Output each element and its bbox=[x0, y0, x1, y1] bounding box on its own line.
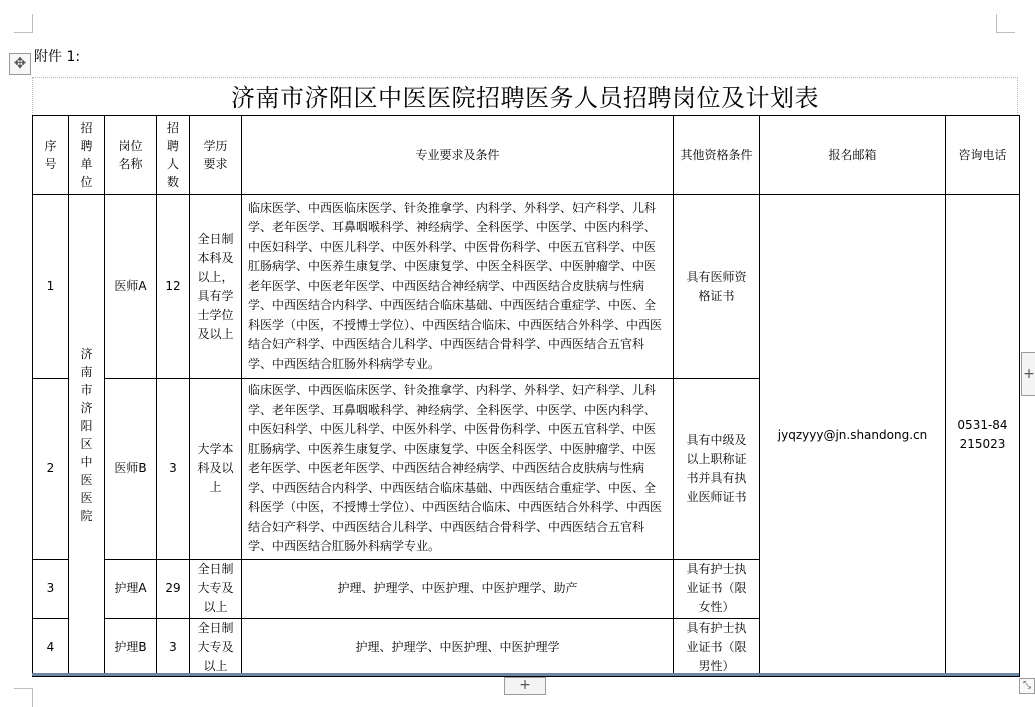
document-title: 济南市济阳区中医医院招聘医务人员招聘岗位及计划表 bbox=[231, 84, 819, 112]
header-phone: 咨询电话 bbox=[946, 116, 1020, 195]
header-education: 学历要求 bbox=[190, 116, 242, 195]
row-count: 3 bbox=[157, 379, 190, 560]
row-position: 医师B bbox=[105, 379, 157, 560]
row-education: 大学本科及以上 bbox=[190, 379, 242, 560]
table-bottom-border bbox=[32, 673, 1019, 676]
add-column-plus-icon[interactable]: + bbox=[1021, 352, 1035, 396]
header-position: 岗位名称 bbox=[105, 116, 157, 195]
attachment-label: 附件 1: bbox=[34, 49, 81, 65]
row-position: 医师A bbox=[105, 195, 157, 379]
phone-cell: 0531-84215023 bbox=[946, 195, 1020, 677]
header-row bbox=[33, 116, 1020, 195]
table-row bbox=[33, 195, 1020, 379]
row-seq: 3 bbox=[33, 559, 69, 618]
table-resize-icon[interactable]: ⤡ bbox=[1019, 678, 1035, 694]
row-major: 临床医学、中西医临床医学、针灸推拿学、内科学、外科学、妇产科学、儿科学、老年医学、耳鼻咽喉科学、神经病学、全科医学、中医学、中医内科学、中医妇科学、中医儿科学、中医外科学、中医骨伤科学、中医五官科学、中医肛肠病学、中医养生康复学、中医康复学、中医全科医学、中医肿瘤学、中医老年医学、中医老年医学、中西医结合神经病学、中西医结合皮肤病与性病学、中西医结合内科学、中西医结合临床基础、中西医结合重症学、中医、全科医学（中医，不授博士学位）、中西医结合临床、中西医结合外科学、中西医结合妇产科学、中西医结合儿科学、中西医结合骨科学、中西医结合五官科学、中西医结合肛肠外科病学专业。 bbox=[242, 379, 674, 560]
row-count: 29 bbox=[157, 559, 190, 618]
row-position: 护理A bbox=[105, 559, 157, 618]
row-major: 护理、护理学、中医护理、中医护理学、助产 bbox=[242, 559, 674, 618]
row-other: 具有护士执业证书（限男性） bbox=[674, 618, 760, 676]
header-other: 其他资格条件 bbox=[674, 116, 760, 195]
row-seq: 4 bbox=[33, 618, 69, 676]
row-other: 具有中级及以上职称证书并具有执业医师证书 bbox=[674, 379, 760, 560]
recruitment-table bbox=[32, 115, 1020, 677]
add-row-plus-icon[interactable]: + bbox=[504, 677, 546, 695]
row-count: 12 bbox=[157, 195, 190, 379]
email-cell: jyqzyyy@jn.shandong.cn bbox=[760, 195, 946, 677]
row-major: 临床医学、中西医临床医学、针灸推拿学、内科学、外科学、妇产科学、儿科学、老年医学、耳鼻咽喉科学、神经病学、全科医学、中医学、中医内科学、中医妇科学、中医儿科学、中医外科学、中医骨伤科学、中医五官科学、中医肛肠病学、中医养生康复学、中医康复学、中医全科医学、中医肿瘤学、中医老年医学、中医老年医学、中西医结合神经病学、中西医结合皮肤病与性病学、中西医结合内科学、中西医结合临床基础、中西医结合重症学、中医、全科医学（中医，不授博士学位）、中西医结合临床、中西医结合外科学、中西医结合妇产科学、中西医结合儿科学、中西医结合骨科学、中西医结合五官科学、中西医结合肛肠外科病学专业。 bbox=[242, 195, 674, 379]
header-unit: 招聘单位 bbox=[69, 116, 105, 195]
header-count: 招聘人数 bbox=[157, 116, 190, 195]
header-seq: 序号 bbox=[33, 116, 69, 195]
row-seq: 2 bbox=[33, 379, 69, 560]
crop-mark-top-left bbox=[14, 14, 33, 33]
row-education: 全日制本科及以上，具有学士学位及以上 bbox=[190, 195, 242, 379]
row-other: 具有护士执业证书（限女性） bbox=[674, 559, 760, 618]
row-position: 护理B bbox=[105, 618, 157, 676]
header-email: 报名邮箱 bbox=[760, 116, 946, 195]
row-seq: 1 bbox=[33, 195, 69, 379]
table-move-handle-icon[interactable]: ✥ bbox=[9, 53, 31, 75]
row-education: 全日制大专及以上 bbox=[190, 559, 242, 618]
header-major: 专业要求及条件 bbox=[242, 116, 674, 195]
row-education: 全日制大专及以上 bbox=[190, 618, 242, 676]
row-major: 护理、护理学、中医护理、中医护理学 bbox=[242, 618, 674, 676]
row-count: 3 bbox=[157, 618, 190, 676]
row-other: 具有医师资格证书 bbox=[674, 195, 760, 379]
crop-mark-top-right bbox=[996, 14, 1015, 33]
unit-cell: 济南市济阳区中医医院 bbox=[69, 195, 105, 677]
crop-mark-bottom-left bbox=[14, 688, 33, 707]
